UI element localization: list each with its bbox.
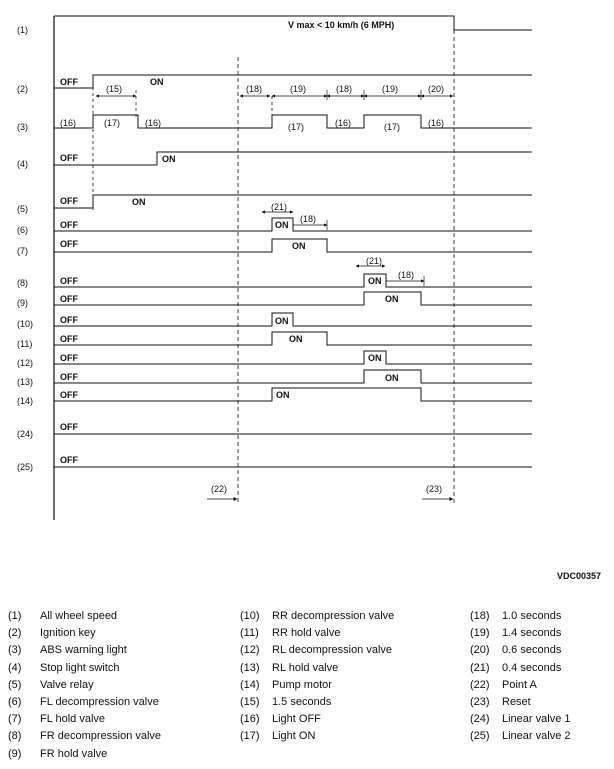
row-label: (6)	[17, 225, 28, 235]
row-label: (11)	[17, 339, 33, 349]
row-label: (14)	[17, 396, 34, 406]
label-16: (16)	[335, 118, 352, 128]
label-17: (17)	[104, 118, 121, 128]
legend-text: All wheel speed	[40, 610, 118, 622]
legend-number: (2)	[8, 627, 22, 640]
off-label: OFF	[60, 220, 78, 230]
rl-decompression-valve-signal	[54, 351, 532, 364]
legend-text: 1.5 seconds	[272, 696, 332, 709]
off-label: OFF	[60, 334, 78, 344]
valve-relay-signal	[54, 195, 532, 208]
legend-item	[240, 677, 394, 694]
legend-text: Light ON	[272, 730, 316, 743]
row-label: (25)	[17, 462, 34, 472]
legend-text: Ignition key	[40, 627, 96, 640]
rl-hold-valve-signal	[54, 370, 532, 383]
legend-text: FL decompression valve	[40, 696, 159, 709]
legend-number: (14)	[240, 678, 260, 691]
legend-number: (9)	[8, 747, 22, 760]
off-label: OFF	[60, 153, 78, 163]
row-label: (4)	[17, 159, 28, 169]
legend-text: FR hold valve	[40, 747, 108, 760]
fl-decompression-valve-signal	[54, 218, 532, 231]
legend-item	[470, 728, 571, 745]
pump-motor-signal	[54, 388, 532, 401]
label-18: (18)	[398, 270, 415, 280]
label-17: (17)	[288, 122, 305, 132]
legend-text: Stop light switch	[40, 661, 120, 674]
label-22: (22)	[211, 484, 228, 494]
legend-number: (19)	[470, 627, 490, 640]
legend-item	[240, 642, 394, 659]
legend-number: (7)	[8, 713, 22, 726]
legend-number: (13)	[240, 661, 260, 674]
label-16: (16)	[145, 118, 162, 128]
label-18: (18)	[300, 214, 317, 224]
off-label: OFF	[60, 276, 78, 286]
label-18: (18)	[336, 84, 353, 94]
stop-light-switch-signal	[54, 152, 532, 165]
on-label: ON	[368, 353, 382, 363]
legend-item	[470, 711, 571, 728]
legend-number: (23)	[470, 696, 490, 709]
legend-number: (11)	[240, 627, 259, 640]
legend-item	[8, 677, 161, 694]
off-label: OFF	[60, 239, 78, 249]
on-label: ON	[289, 334, 303, 344]
legend-item	[240, 660, 394, 677]
legend-number: (6)	[8, 696, 22, 709]
legend-number: (15)	[240, 696, 260, 709]
label-23: (23)	[426, 484, 443, 494]
legend-item	[240, 711, 394, 728]
legend-text: Linear valve 1	[502, 713, 571, 726]
legend-text: 1.0 seconds	[502, 610, 562, 622]
legend-number: (3)	[8, 644, 22, 657]
legend-text: FR decompression valve	[40, 730, 162, 743]
label-19: (19)	[290, 84, 307, 94]
legend-text: RR hold valve	[272, 627, 341, 640]
legend-item	[8, 711, 161, 728]
legend-number: (12)	[240, 644, 260, 657]
legend-number: (1)	[8, 610, 22, 622]
fr-decompression-valve-signal	[54, 274, 532, 287]
off-label: OFF	[60, 372, 78, 382]
legend-number: (5)	[8, 678, 22, 691]
off-label: OFF	[60, 294, 78, 304]
legend-item	[8, 642, 161, 659]
legend-text: 0.4 seconds	[502, 661, 562, 674]
legend-item	[8, 694, 161, 711]
label-17: (17)	[384, 122, 401, 132]
label-15: (15)	[106, 84, 123, 94]
legend-text: RR decompression valve	[272, 610, 395, 622]
legend-number: (10)	[240, 610, 260, 622]
row-labels	[17, 25, 33, 472]
label-19: (19)	[382, 84, 399, 94]
row-label: (12)	[17, 358, 34, 368]
off-label: OFF	[60, 422, 78, 432]
legend-number: (22)	[470, 678, 490, 691]
legend-text: Pump motor	[272, 678, 332, 691]
legend-item	[470, 677, 571, 694]
off-label: OFF	[60, 196, 78, 206]
legend-item	[8, 608, 161, 625]
legend-text: Reset	[502, 696, 531, 709]
row-label: (7)	[17, 246, 28, 256]
label-18: (18)	[246, 84, 263, 94]
vmax-label: V max < 10 km/h (6 MPH)	[288, 20, 395, 30]
legend-column-2	[240, 608, 394, 746]
label-21: (21)	[366, 256, 383, 266]
legend-item	[240, 694, 394, 711]
row-label: (2)	[17, 84, 28, 94]
legend-number: (8)	[8, 730, 22, 743]
legend-item	[240, 728, 394, 745]
legend-number: (4)	[8, 661, 22, 674]
legend-item	[470, 608, 571, 625]
label-20: (20)	[428, 84, 445, 94]
row-label: (1)	[17, 25, 28, 35]
legend-text: 0.6 seconds	[502, 644, 562, 657]
off-label: OFF	[60, 77, 78, 87]
on-label: ON	[275, 220, 289, 230]
on-label: ON	[385, 373, 399, 383]
legend-number: (18)	[470, 610, 490, 622]
on-label: ON	[368, 276, 382, 286]
off-label: OFF	[60, 390, 78, 400]
legend-text: RL decompression valve	[272, 644, 393, 657]
legend-text: RL hold valve	[272, 661, 339, 674]
legend-text: ABS warning light	[40, 644, 127, 657]
legend-text: Light OFF	[272, 713, 321, 726]
legend-text: Linear valve 2	[502, 730, 571, 743]
legend-text: FL hold valve	[40, 713, 106, 726]
legend-text: Valve relay	[40, 678, 94, 691]
legend-number: (20)	[470, 644, 490, 657]
legend-number: (25)	[470, 730, 490, 743]
legend-item	[470, 660, 571, 677]
legend-number: (21)	[470, 661, 490, 674]
label-16: (16)	[428, 118, 445, 128]
on-label: ON	[275, 316, 289, 326]
on-label: ON	[292, 241, 306, 251]
row-label: (24)	[17, 429, 34, 439]
row-label: (5)	[17, 204, 28, 214]
legend-column-1	[8, 608, 161, 763]
on-label: ON	[385, 294, 399, 304]
legend-item	[470, 625, 571, 642]
off-label: OFF	[60, 353, 78, 363]
legend-text: Point A	[502, 678, 537, 691]
row-label: (9)	[17, 298, 28, 308]
legend-item	[8, 625, 161, 642]
on-label: ON	[150, 77, 164, 87]
on-label: ON	[132, 197, 146, 207]
off-label: OFF	[60, 315, 78, 325]
on-label: ON	[276, 390, 290, 400]
rr-decompression-valve-signal	[54, 313, 532, 326]
legend-number: (16)	[240, 713, 260, 726]
diagram-reference-code: VDC00357	[557, 571, 602, 581]
legend-item	[470, 642, 571, 659]
fr-hold-valve-signal	[54, 292, 532, 305]
legend-text: 1.4 seconds	[502, 627, 562, 640]
row-label: (8)	[17, 278, 28, 288]
off-label: OFF	[60, 455, 78, 465]
legend-number: (17)	[240, 730, 260, 743]
legend-item	[470, 694, 571, 711]
legend-item	[8, 728, 161, 745]
row-label: (10)	[17, 319, 34, 329]
label-16: (16)	[60, 118, 77, 128]
legend-item	[8, 746, 161, 763]
legend-number: (24)	[470, 713, 490, 726]
legend-item	[8, 660, 161, 677]
row-label: (3)	[17, 122, 28, 132]
legend-column-3	[470, 608, 571, 746]
label-21: (21)	[271, 202, 288, 212]
row-label: (13)	[17, 377, 34, 387]
on-label: ON	[162, 154, 176, 164]
legend-item	[240, 625, 394, 642]
legend-item	[240, 608, 394, 625]
